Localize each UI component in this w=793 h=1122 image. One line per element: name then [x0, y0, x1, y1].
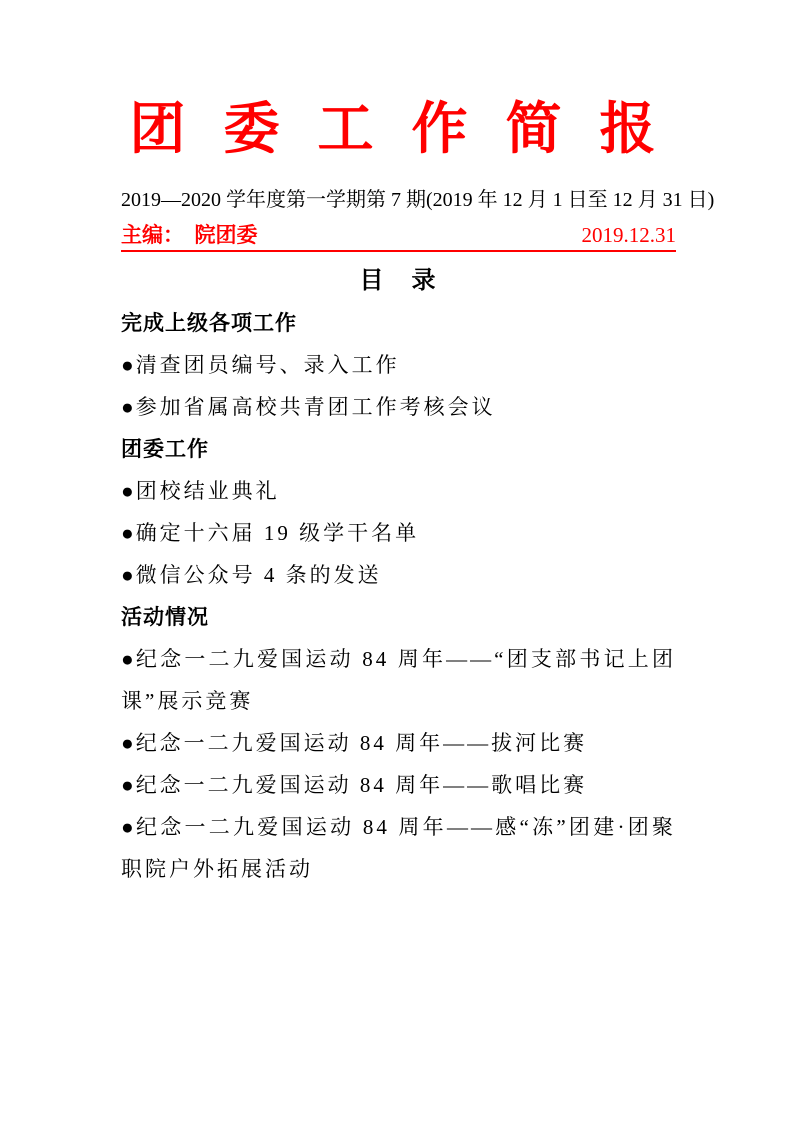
toc-item-text: 确定十六届 19 级学干名单: [135, 521, 420, 545]
toc-item-text: 纪念一二九爱国运动 84 周年——感“冻”团建·团聚职院户外拓展活动: [121, 815, 676, 881]
bullet-icon: ●: [121, 647, 134, 671]
toc-list: [121, 302, 676, 890]
bullet-icon: ●: [121, 563, 134, 587]
toc-section-title-activities: 活动情况: [121, 605, 209, 629]
toc-item: [121, 470, 676, 512]
toc-item: [121, 764, 676, 806]
toc-item: [121, 344, 676, 386]
toc-section-title-superior-work: 完成上级各项工作: [121, 311, 297, 335]
toc-item: [121, 638, 676, 722]
toc-section-title-committee-work: 团委工作: [121, 437, 209, 461]
toc-item: [121, 722, 676, 764]
editor-date-line: [121, 223, 676, 252]
toc-item-text: 团校结业典礼: [135, 479, 280, 503]
toc-item: [121, 512, 676, 554]
toc-item: [121, 806, 676, 890]
toc-item-text: 纪念一二九爱国运动 84 周年——“团支部书记上团课”展示竞赛: [121, 647, 676, 713]
editor-label: 主编： 院团委: [121, 223, 258, 247]
bullet-icon: ●: [121, 479, 134, 503]
document-title: 团 委 工 作 简 报: [129, 99, 668, 161]
issue-date: 2019.12.31: [581, 223, 676, 247]
bullet-icon: ●: [121, 395, 134, 419]
toc-item: [121, 554, 676, 596]
toc-item: [121, 386, 676, 428]
bullet-icon: ●: [121, 731, 134, 755]
bullet-icon: ●: [121, 353, 134, 377]
toc-item-text: 微信公众号 4 条的发送: [135, 563, 382, 587]
toc-heading: 目 录: [359, 268, 438, 294]
toc-item-text: 纪念一二九爱国运动 84 周年——拔河比赛: [135, 731, 588, 755]
toc-item-text: 纪念一二九爱国运动 84 周年——歌唱比赛: [135, 773, 588, 797]
bullet-icon: ●: [121, 773, 134, 797]
toc-item-text: 参加省属高校共青团工作考核会议: [135, 395, 496, 419]
bullet-icon: ●: [121, 521, 134, 545]
issue-info-line: 2019—2020 学年度第一学期第 7 期(2019 年 12 月 1 日至 12 月 31 日): [121, 189, 715, 211]
bullet-icon: ●: [121, 815, 134, 839]
toc-item-text: 清查团员编号、录入工作: [135, 353, 400, 377]
